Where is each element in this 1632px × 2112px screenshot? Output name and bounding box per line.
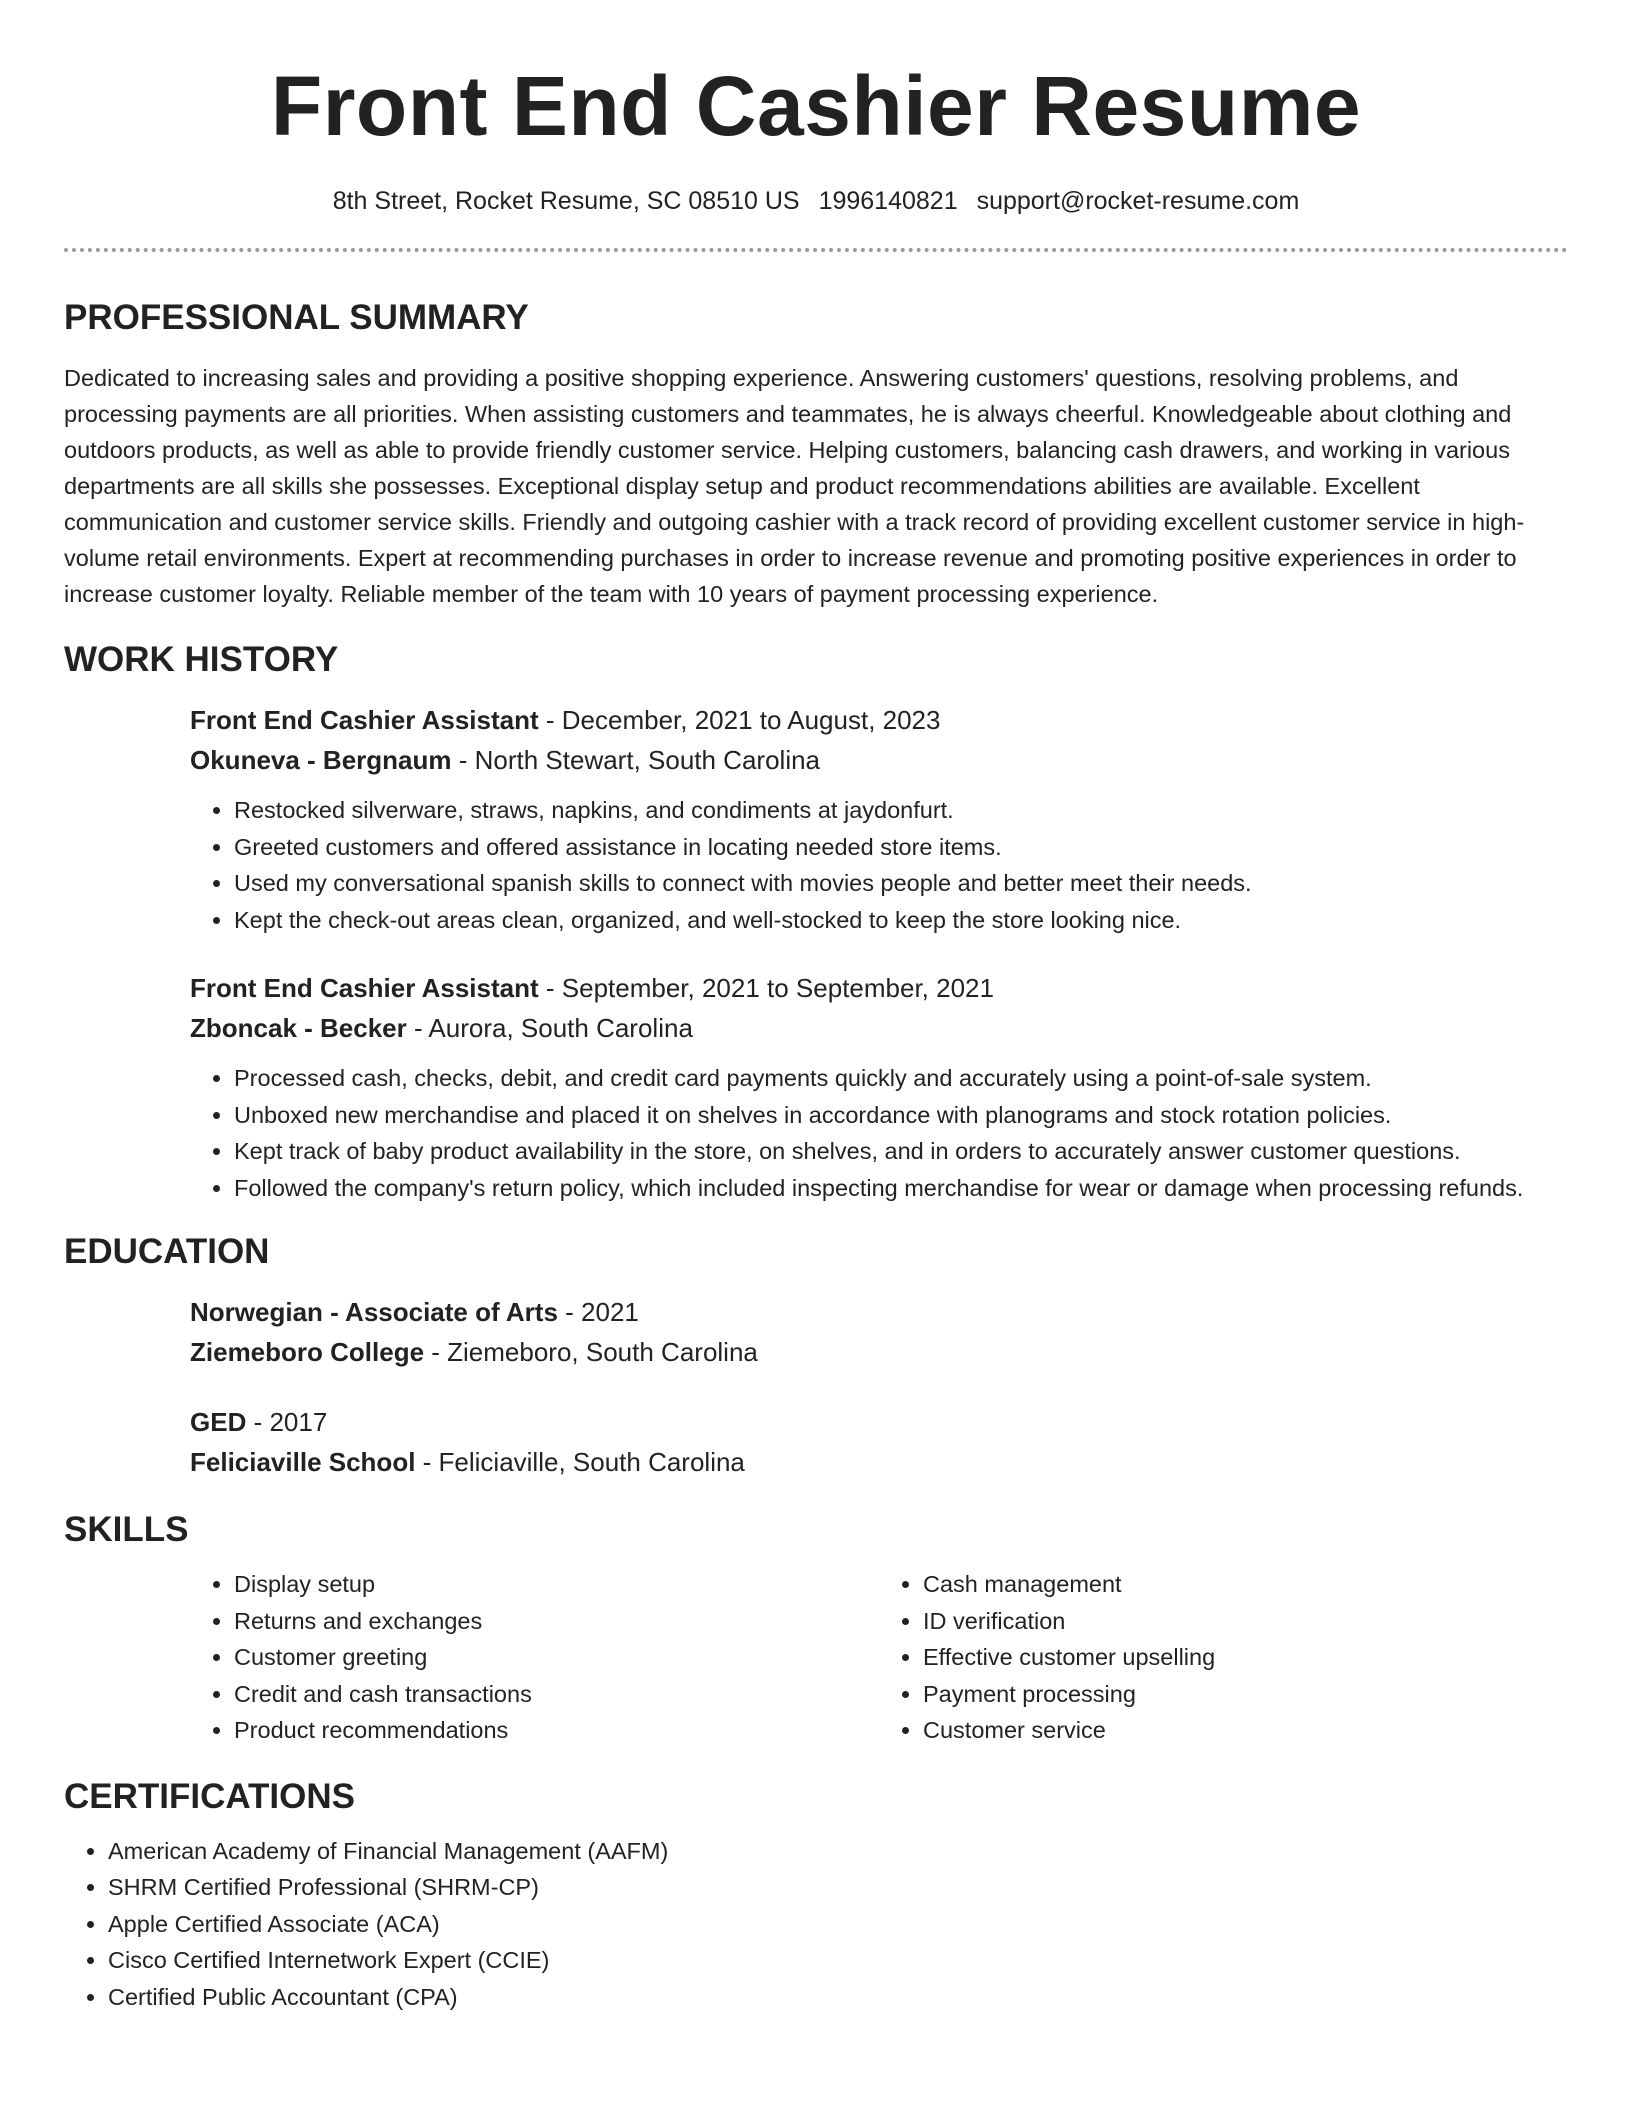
job-position: Front End Cashier Assistant [190,705,539,735]
contact-phone: 1996140821 [818,187,958,215]
list-item: • Greeted customers and offered assistance in locating needed store items. [234,829,1568,866]
resume-title: Front End Cashier Resume [270,59,1362,153]
list-item: • Customer service [923,1712,1568,1749]
school-name: Ziemeboro College [190,1337,425,1367]
degree-name: Norwegian - Associate of Arts [190,1297,558,1327]
job-location: - North Stewart, South Carolina [451,745,821,775]
header-divider [64,248,1568,252]
list-item: • Effective customer upselling [923,1639,1568,1676]
summary-heading: PROFESSIONAL SUMMARY [64,298,529,337]
list-item: • Kept the check-out areas clean, organized, and well-stocked to keep the store looking nice. [234,902,1568,939]
list-item: • Cash management [923,1566,1568,1603]
summary-section [64,296,1568,612]
contact-email: support@rocket-resume.com [976,187,1300,215]
list-item: • Restocked silverware, straws, napkins, and condiments at jaydonfurt. [234,792,1568,829]
list-item: • Kept track of baby product availability in the store, on shelves, and in orders to accurately answer customer questions. [234,1133,1568,1170]
contact-address: 8th Street, Rocket Resume, SC 08510 US [332,187,800,215]
summary-text: Dedicated to increasing sales and providing a positive shopping experience. Answering customers' questions, resolving problems, and processing payments are all priorities. When assisting customers and teammates, he is always cheerful. Knowledgeable about clothing and outdoors products, as well as able to provide friendly customer service. Helping customers, balancing cash drawers, and working in various departments are all skills she possesses. Exceptional display setup and product recommendations abilities are available. Excellent communication and customer service skills. Friendly and outgoing cashier with a track record of providing excellent customer service in high-volume retail environments. Expert at recommending purchases in order to increase revenue and promoting positive experiences in order to increase customer loyalty. Reliable member of the team with 10 years of payment processing experience. [64,365,1525,607]
list-item: • Used my conversational spanish skills to connect with movies people and better meet their needs. [234,865,1568,902]
job-company-line [190,740,1568,780]
degree-year: - 2017 [246,1407,328,1437]
resume-header [64,0,1568,218]
list-item: • Returns and exchanges [234,1603,879,1640]
certifications-section [64,1775,1568,2016]
certifications-list [64,1833,1568,2016]
education-entry [190,1292,1568,1372]
degree-name: GED [190,1407,247,1437]
list-item: • Credit and cash transactions [234,1676,879,1713]
education-entry [190,1402,1568,1482]
work-section [64,638,1568,1206]
job-company-line [190,1008,1568,1048]
school-location: - Ziemeboro, South Carolina [424,1337,758,1367]
education-section [64,1230,1568,1482]
school-name: Feliciaville School [190,1447,416,1477]
school-line [190,1332,1568,1372]
list-item: • ID verification [923,1603,1568,1640]
skills-heading: SKILLS [64,1510,189,1549]
job-company: Zboncak - Becker [190,1013,407,1043]
work-heading: WORK HISTORY [64,640,339,679]
education-heading: EDUCATION [64,1232,270,1271]
job-title-line [190,700,1568,740]
job-dates: - September, 2021 to September, 2021 [538,973,994,1003]
list-item: • Certified Public Accountant (CPA) [108,1979,1568,2016]
job-dates: - December, 2021 to August, 2023 [538,705,941,735]
job-position: Front End Cashier Assistant [190,973,539,1003]
certifications-heading: CERTIFICATIONS [64,1776,356,1816]
skills-right-list [879,1566,1568,1749]
job-entry [190,968,1568,1206]
list-item: • Display setup [234,1566,879,1603]
school-location: - Feliciaville, South Carolina [415,1447,745,1477]
job-bullets [190,1060,1568,1206]
skills-section [64,1508,1568,1749]
job-entry [190,700,1568,938]
list-item: • Unboxed new merchandise and placed it on shelves in accordance with planograms and stock rotation policies. [234,1097,1568,1134]
job-company: Okuneva - Bergnaum [190,745,452,775]
job-location: - Aurora, South Carolina [406,1013,693,1043]
degree-line [190,1402,1568,1442]
degree-line [190,1292,1568,1332]
skills-left-list [190,1566,879,1749]
list-item: • Cisco Certified Internetwork Expert (CCIE) [108,1942,1568,1979]
skills-grid [190,1566,1568,1749]
list-item: • Apple Certified Associate (ACA) [108,1906,1568,1943]
degree-year: - 2021 [557,1297,639,1327]
contact-line [64,184,1568,218]
school-line [190,1442,1568,1482]
list-item: • Payment processing [923,1676,1568,1713]
list-item: • Followed the company's return policy, which included inspecting merchandise for wear or damage when processing refunds. [234,1170,1568,1207]
job-title-line [190,968,1568,1008]
list-item: • Customer greeting [234,1639,879,1676]
list-item: • American Academy of Financial Management (AAFM) [108,1833,1568,1870]
job-bullets [190,792,1568,938]
list-item: • SHRM Certified Professional (SHRM-CP) [108,1869,1568,1906]
list-item: • Processed cash, checks, debit, and credit card payments quickly and accurately using a point-of-sale system. [234,1060,1568,1097]
list-item: • Product recommendations [234,1712,879,1749]
